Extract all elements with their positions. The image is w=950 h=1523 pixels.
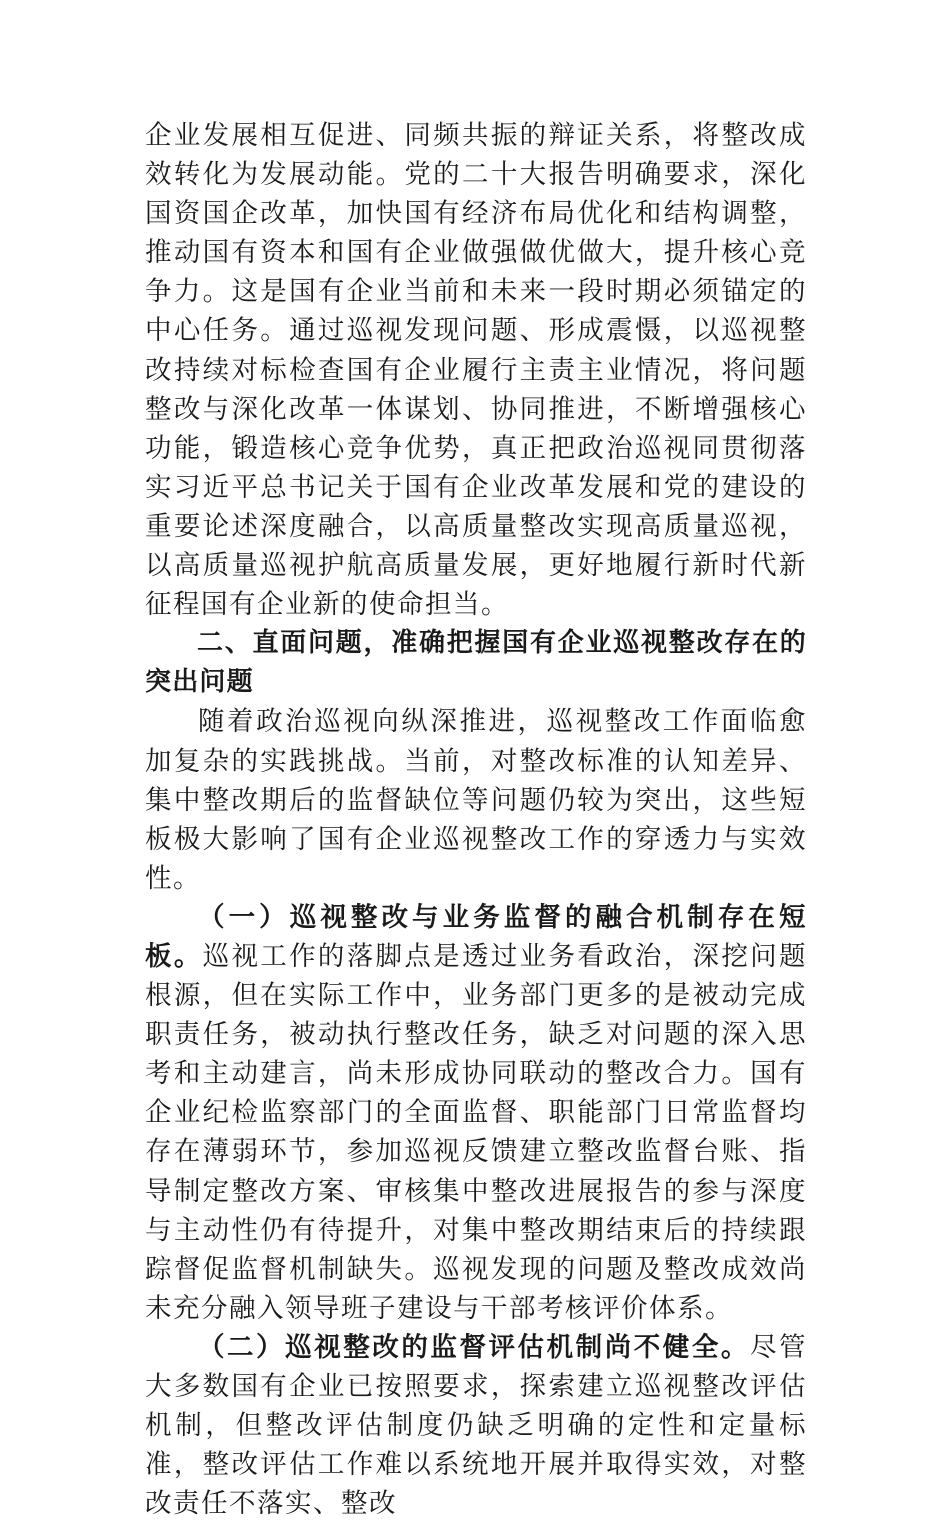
body-paragraph: 随着政治巡视向纵深推进，巡视整改工作面临愈加复杂的实践挑战。当前，对整改标准的认知差异、集中整改期后的监督缺位等问题仍较为突出，这些短板极大影响了国有企业巡视整改工作的穿透力与实效性。 [145, 706, 807, 894]
item-heading: （二）巡视整改的监督评估机制尚不健全。 [198, 1331, 750, 1363]
item-body: 尽管大多数国有企业已按照要求，探索建立巡视整改评估机制，但整改评估制度仍缺乏明确的定性和定量标准，整改评估工作难以系统地开展并取得实效，对整改责任不落实、整改 [145, 1331, 808, 1520]
numbered-item [145, 1328, 807, 1523]
body-paragraph: 企业发展相互促进、同频共振的辩证关系，将整改成效转化为发展动能。党的二十大报告明确要求，深化国资国企改革，加快国有经济布局优化和结构调整，推动国有资本和国有企业做强做优做大，提升核心竞争力。这是国有企业当前和未来一段时期必须锚定的中心任务。通过巡视发现问题、形成震慑，以巡视整改持续对标检查国有企业履行主责主业情况，将问题整改与深化改革一体谋划、协同推进，不断增强核心功能，锻造核心竞争优势，真正把政治巡视同贯彻落实习近平总书记关于国有企业改革发展和党的建设的重要论述深度融合，以高质量整改实现高质量巡视，以高质量巡视护航高质量发展，更好地履行新时代新征程国有企业新的使命担当。 [145, 120, 807, 621]
section-heading: 二、直面问题，准确把握国有企业巡视整改存在的突出问题 [145, 628, 807, 698]
document-page [145, 116, 807, 1523]
item-heading: （一）巡视整改与业务监督的融合机制存在短板。 [145, 901, 807, 972]
item-body: 巡视工作的落脚点是透过业务看政治，深挖问题根源，但在实际工作中，业务部门更多的是被动完成职责任务，被动执行整改任务，缺乏对问题的深入思考和主动建言，尚未形成协同联动的整改合力。国有企业纪检监察部门的全面监督、职能部门日常监督均存在薄弱环节，参加巡视反馈建立整改监督台账、指导制定整改方案、审核集中整改进展报告的参与深度与主动性仍有待提升，对集中整改期结束后的持续跟踪督促监督机制缺失。巡视发现的问题及整改成效尚未充分融入领导班子建设与干部考核评价体系。 [145, 940, 808, 1324]
numbered-item [145, 898, 807, 1328]
